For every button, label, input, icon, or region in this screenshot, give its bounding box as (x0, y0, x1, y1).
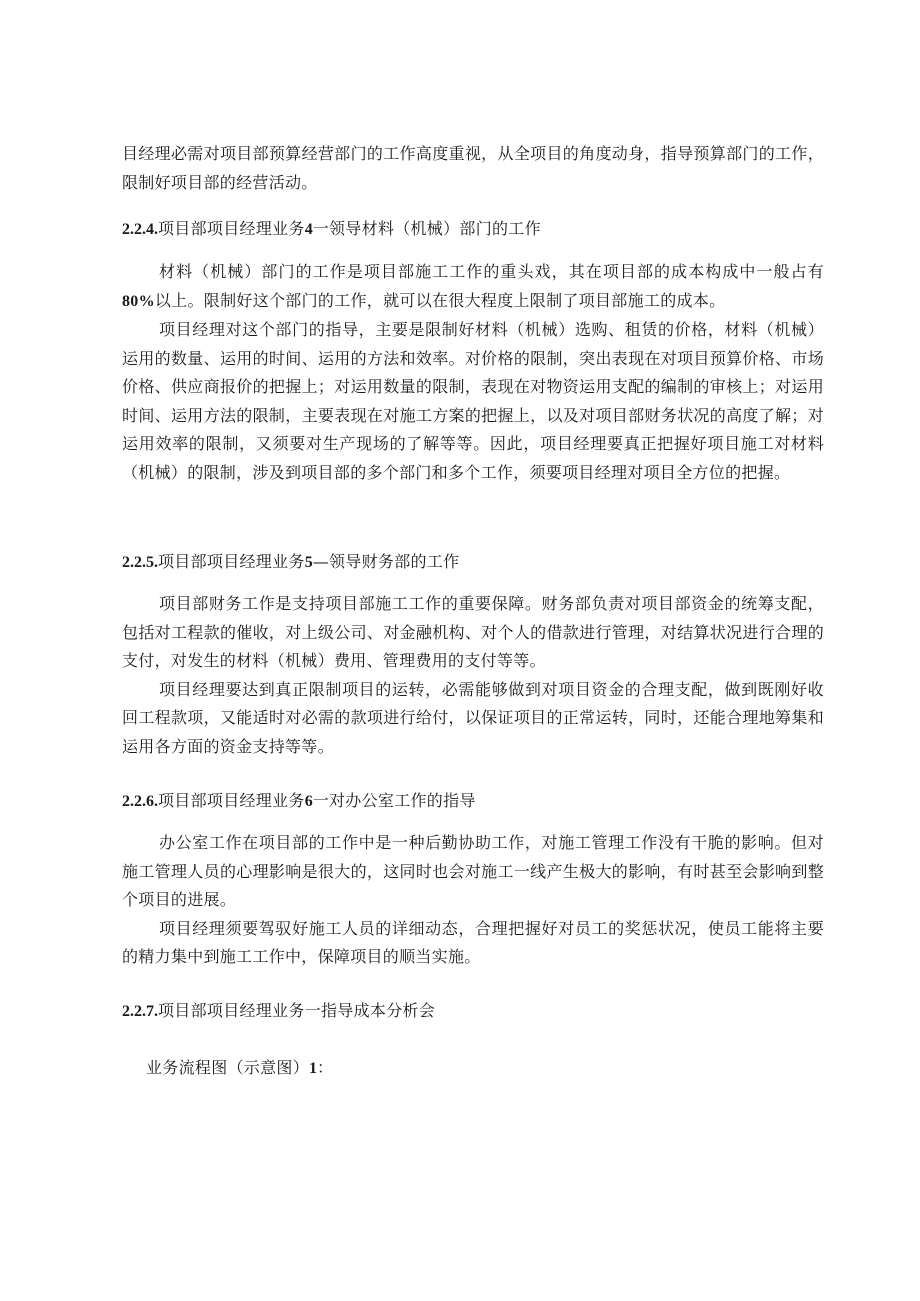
text-run: 以上。限制好这个部门的工作，就可以在很大程度上限制了项目部施工的成本。 (154, 290, 726, 310)
heading-title-b: 一对办公室工作的指导 (312, 791, 476, 810)
paragraph: 项目经理对这个部门的指导，主要是限制好材料（机械）选购、租赁的价格，材料（机械）运用的数量、运用的时间、运用的方法和效率。对价格的限制，突出表现在对项目预算价格、市场价格、供应商报价的把握上；对运用数量的限制，表现在对物资运用支配的编制的审核上；对运用时间、运用方法的限制，主要表现在对施工方案的把握上，以及对项目部财务状况的高度了解；对运用效率的限制，又须要对生产现场的了解等等。因此，项目经理要真正把握好项目施工对材料（机械）的限制，涉及到项目部的多个部门和多个工作，须要项目经理对项目全方位的把握。 (122, 320, 824, 482)
intro-paragraph: 目经理必需对项目部预算经营部门的工作高度重视，从全项目的角度动身，指导预算部门的工作，限制好项目部的经营活动。 (122, 144, 824, 192)
paragraph (122, 258, 824, 316)
paragraph: 项目经理须要驾驭好施工人员的详细动态，合理把握好对员工的奖惩状况，使员工能将主要的精力集中到施工工作中，保障项目的顺当实施。 (122, 918, 824, 966)
heading-title-num: 6 (304, 793, 313, 810)
percent-value: 80% (122, 292, 155, 310)
text-run: 材料（机械）部门的工作是项目部施工工作的重头戏，其在项目部的成本构成中一般占有 (159, 262, 824, 281)
section-2-2-5-body (122, 590, 824, 761)
caption-number: 1 (309, 1060, 318, 1077)
heading-title-b: 一领导材料（机械）部门的工作 (312, 219, 541, 238)
paragraph: 项目经理要达到真正限制项目的运转，必需能够做到对项目资金的合理支配，做到既刚好收回工程款项，又能适时对必需的款项进行给付，以保证项目的正常运转，同时，还能合理地筹集和运用各方面的资金支持等等。 (122, 679, 824, 756)
intro-block (122, 140, 824, 197)
heading-title-a: 项目部项目经理业务 (158, 791, 305, 810)
heading-title-a: 项目部项目经理业务 (158, 219, 305, 238)
heading-title-a: 项目部项目经理业务 (158, 552, 305, 571)
heading-title-b: —领导财务部的工作 (312, 552, 460, 571)
paragraph: 办公室工作在项目部的工作中是一种后勤协助工作，对施工管理工作没有干脆的影响。但对施工管理人员的心理影响是很大的，这同时也会对施工一线产生极大的影响，有时甚至会影响到整个项目的进展。 (122, 833, 824, 909)
paragraph: 项目部财务工作是支持项目部施工工作的重要保障。财务部负责对项目部资金的统筹支配，包括对工程款的催收，对上级公司、对金融机构、对个人的借款进行管理，对结算状况进行合理的支付，对发生的材料（机械）费用、管理费用的支付等等。 (122, 594, 824, 670)
heading-title: 项目部项目经理业务一指导成本分析会 (158, 1001, 436, 1020)
figure-caption (146, 1054, 848, 1083)
heading-number: 2.2.7. (122, 1003, 158, 1020)
caption-text: 业务流程图（示意图） (146, 1058, 310, 1077)
heading-number: 2.2.6. (122, 793, 158, 810)
caption-colon: ： (317, 1058, 334, 1077)
heading-2-2-4 (122, 215, 824, 244)
heading-2-2-5 (122, 548, 824, 577)
heading-title-num: 4 (304, 221, 313, 238)
heading-2-2-7 (122, 997, 824, 1026)
section-2-2-4-body (122, 258, 824, 487)
heading-title-num: 5 (304, 554, 313, 571)
section-2-2-6-body (122, 829, 824, 972)
heading-number: 2.2.4. (122, 221, 158, 238)
heading-number: 2.2.5. (122, 554, 158, 571)
heading-2-2-6 (122, 787, 824, 816)
